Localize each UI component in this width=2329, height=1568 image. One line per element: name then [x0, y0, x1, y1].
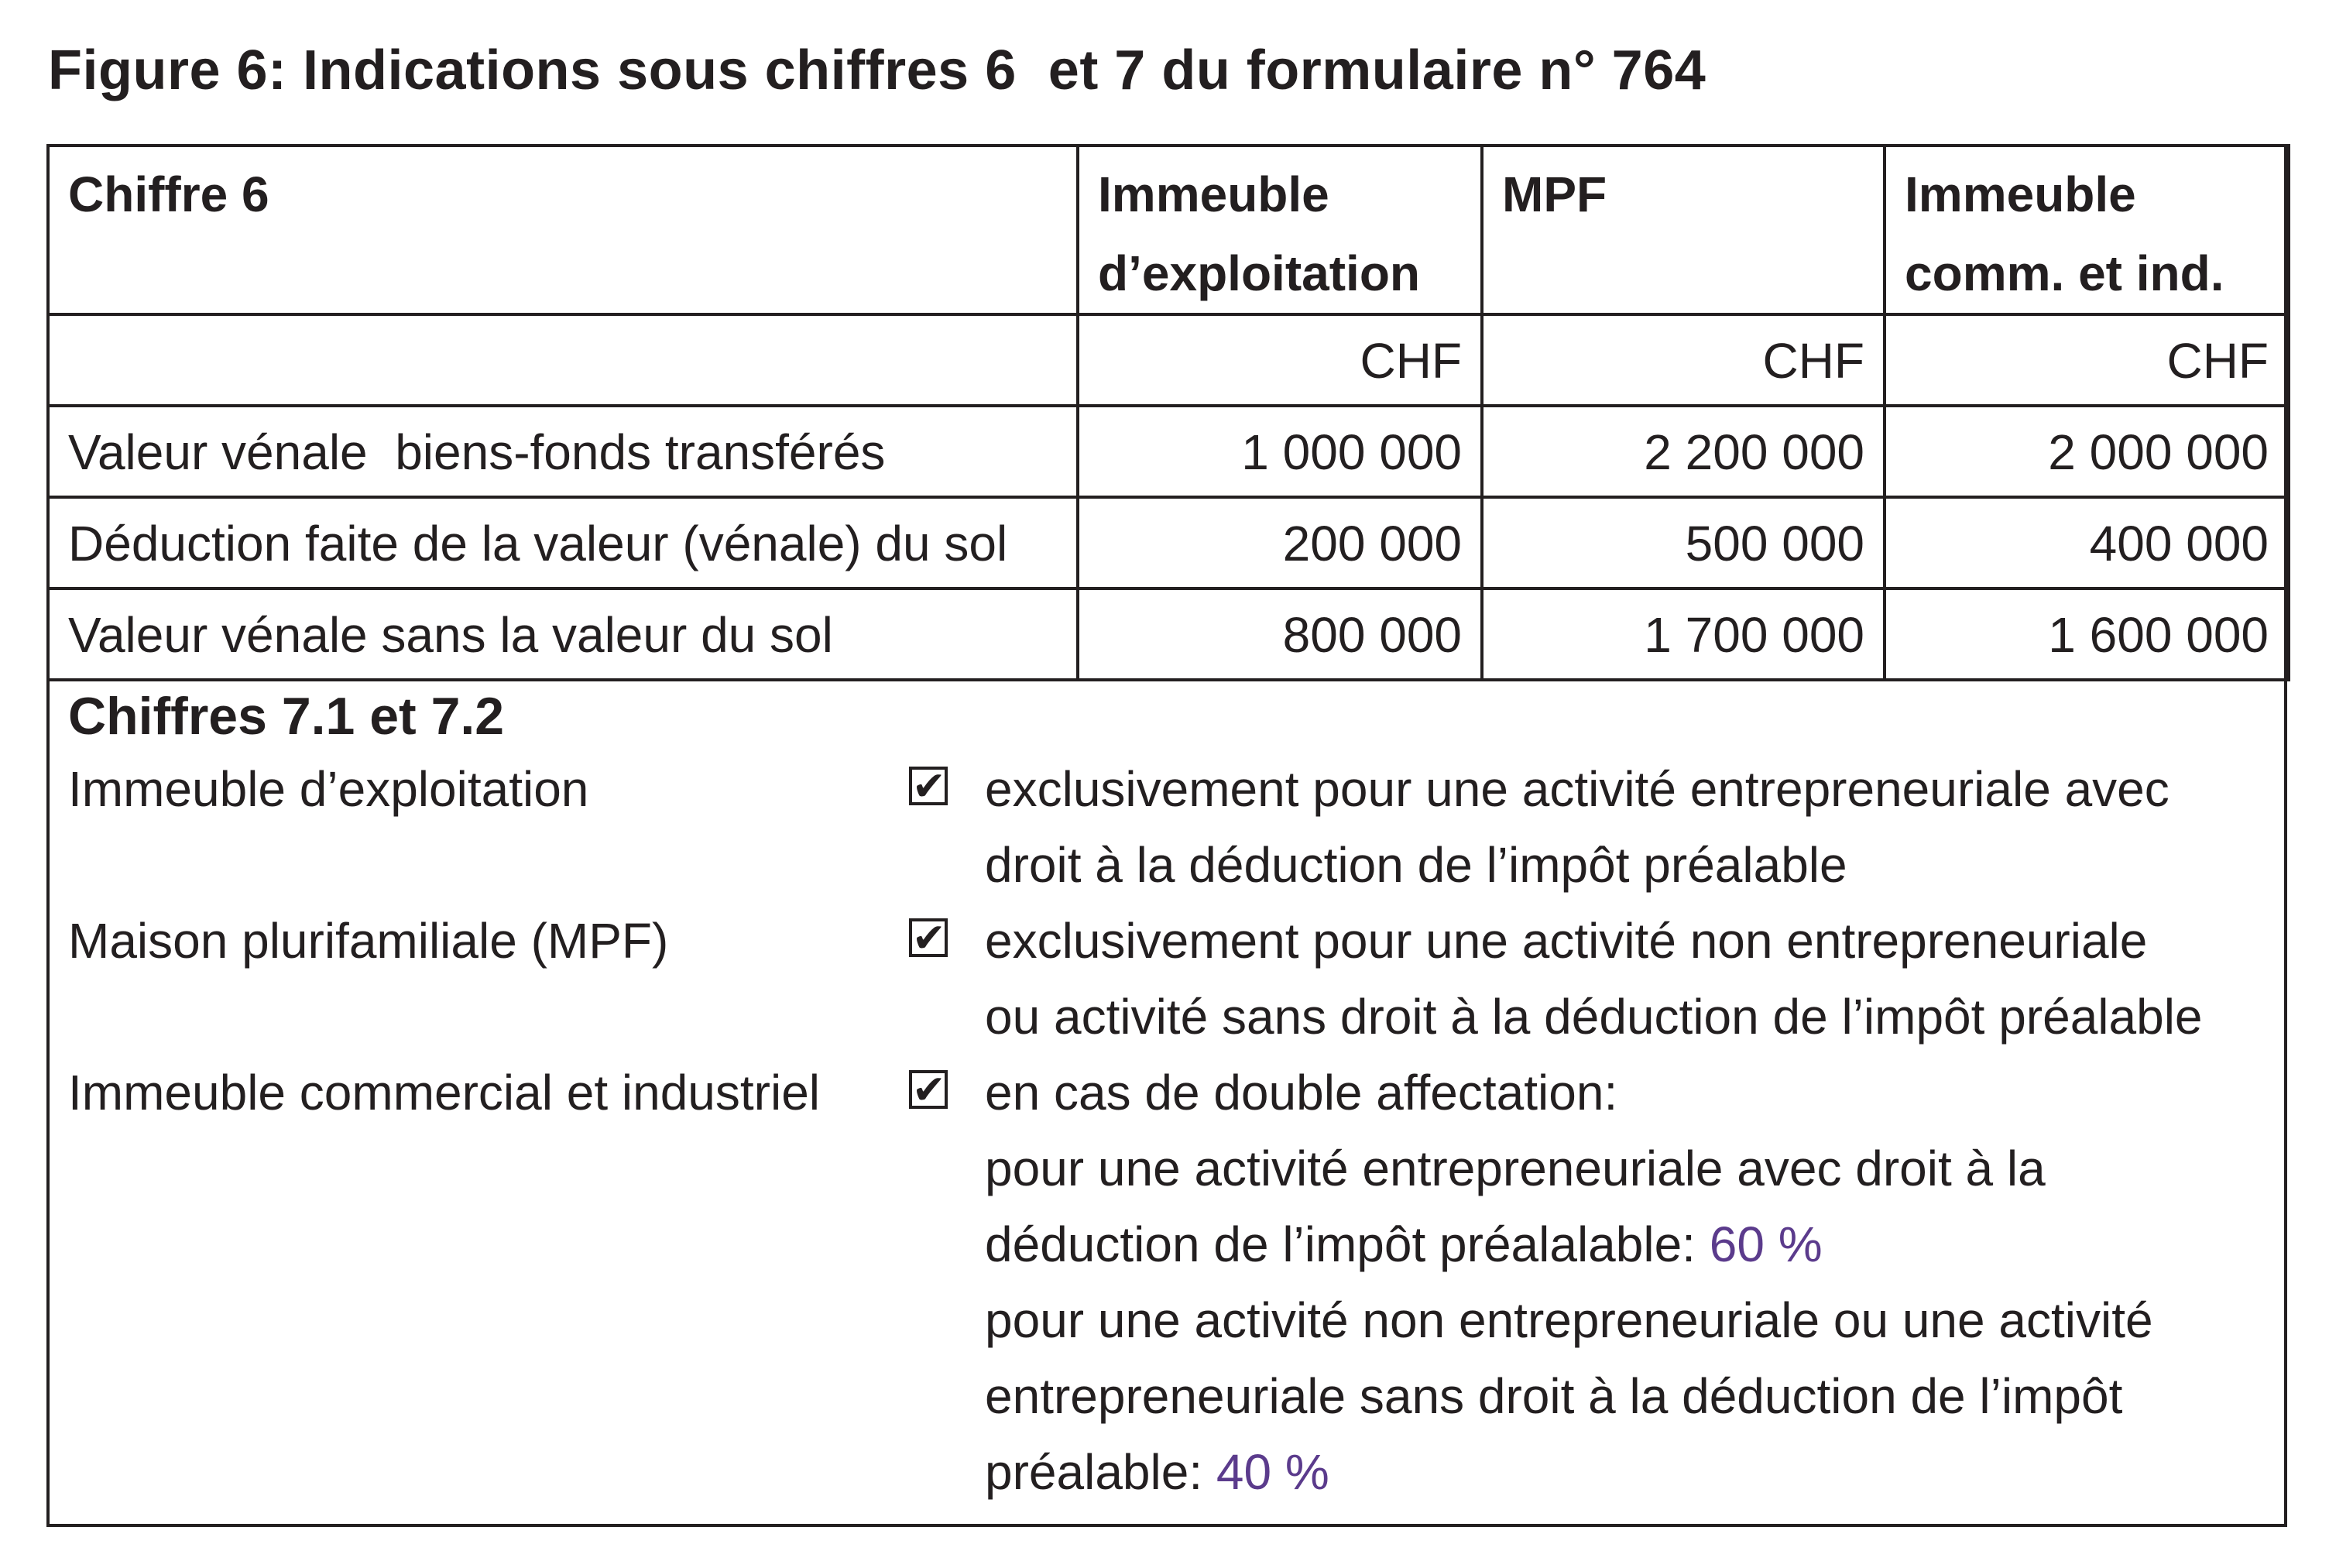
chiffre-6-table	[46, 144, 2290, 681]
checkbox-immeuble-commercial[interactable]: ✔	[909, 1070, 948, 1109]
share-entrepreneurial: 60 %	[1709, 1216, 1823, 1272]
column-header-line: Immeuble	[1098, 166, 1329, 222]
table-row	[48, 497, 2289, 588]
item-label-immeuble-commercial: Immeuble commercial et industriel	[68, 1065, 820, 1120]
column-header-line: Immeuble	[1905, 166, 2136, 222]
item-description-line: pour une activité non entrepreneuriale ou une activité	[985, 1292, 2153, 1348]
share-non-entrepreneurial: 40 %	[1216, 1444, 1329, 1500]
item-description-line	[985, 1206, 1823, 1282]
unit-cell: CHF	[1482, 314, 1885, 406]
table-row	[48, 406, 2289, 497]
units-label-cell	[48, 314, 1078, 406]
item-description-line: exclusivement pour une activité entrepreneuriale avec	[985, 761, 2170, 817]
column-header-mpf	[1482, 146, 1885, 314]
column-header-line: comm. et ind.	[1905, 245, 2224, 301]
value-cell: 400 000	[1885, 497, 2289, 588]
value-cell: 1 000 000	[1078, 406, 1482, 497]
item-description-line: droit à la déduction de l’impôt préalable	[985, 837, 1847, 893]
value-cell: 200 000	[1078, 497, 1482, 588]
column-header-immeuble-exploitation	[1078, 146, 1482, 314]
value-cell: 2 200 000	[1482, 406, 1885, 497]
figure-title: Figure 6: Indications sous chiffres 6 et 7 du formulaire n° 764	[48, 39, 1706, 101]
table-header-row	[48, 146, 2289, 314]
checkbox-immeuble-exploitation[interactable]: ✔	[909, 767, 948, 805]
item-description-line: exclusivement pour une activité non entrepreneuriale	[985, 913, 2148, 969]
item-label-mpf: Maison plurifamiliale (MPF)	[68, 913, 669, 969]
column-header-immeuble-comm-ind	[1885, 146, 2289, 314]
header-label: Chiffre 6	[48, 146, 1078, 314]
row-label: Valeur vénale biens-fonds transférés	[48, 406, 1078, 497]
item-description-line: pour une activité entrepreneuriale avec droit à la	[985, 1141, 2046, 1196]
checkbox-mpf[interactable]: ✔	[909, 918, 948, 957]
row-label: Déduction faite de la valeur (vénale) du sol	[48, 497, 1078, 588]
unit-cell: CHF	[1078, 314, 1482, 406]
item-label-immeuble-exploitation: Immeuble d’exploitation	[68, 761, 589, 817]
row-label: Valeur vénale sans la valeur du sol	[48, 588, 1078, 680]
value-cell: 800 000	[1078, 588, 1482, 680]
item-description-line: entrepreneuriale sans droit à la déduction de l’impôt	[985, 1368, 2123, 1424]
value-cell: 1 700 000	[1482, 588, 1885, 680]
line-text: déduction de l’impôt préalalable:	[985, 1216, 1710, 1272]
unit-cell: CHF	[1885, 314, 2289, 406]
item-description-line: ou activité sans droit à la déduction de l’impôt préalable	[985, 989, 2203, 1045]
column-header-line: MPF	[1502, 166, 1607, 222]
line-text: préalable:	[985, 1444, 1216, 1500]
section-title: Chiffres 7.1 et 7.2	[68, 687, 505, 746]
column-header-line: d’exploitation	[1098, 245, 1420, 301]
table-row	[48, 588, 2289, 680]
value-cell: 1 600 000	[1885, 588, 2289, 680]
item-description-line	[985, 1434, 1329, 1510]
units-row	[48, 314, 2289, 406]
value-cell: 500 000	[1482, 497, 1885, 588]
value-cell: 2 000 000	[1885, 406, 2289, 497]
item-description-line: en cas de double affectation:	[985, 1065, 1618, 1120]
